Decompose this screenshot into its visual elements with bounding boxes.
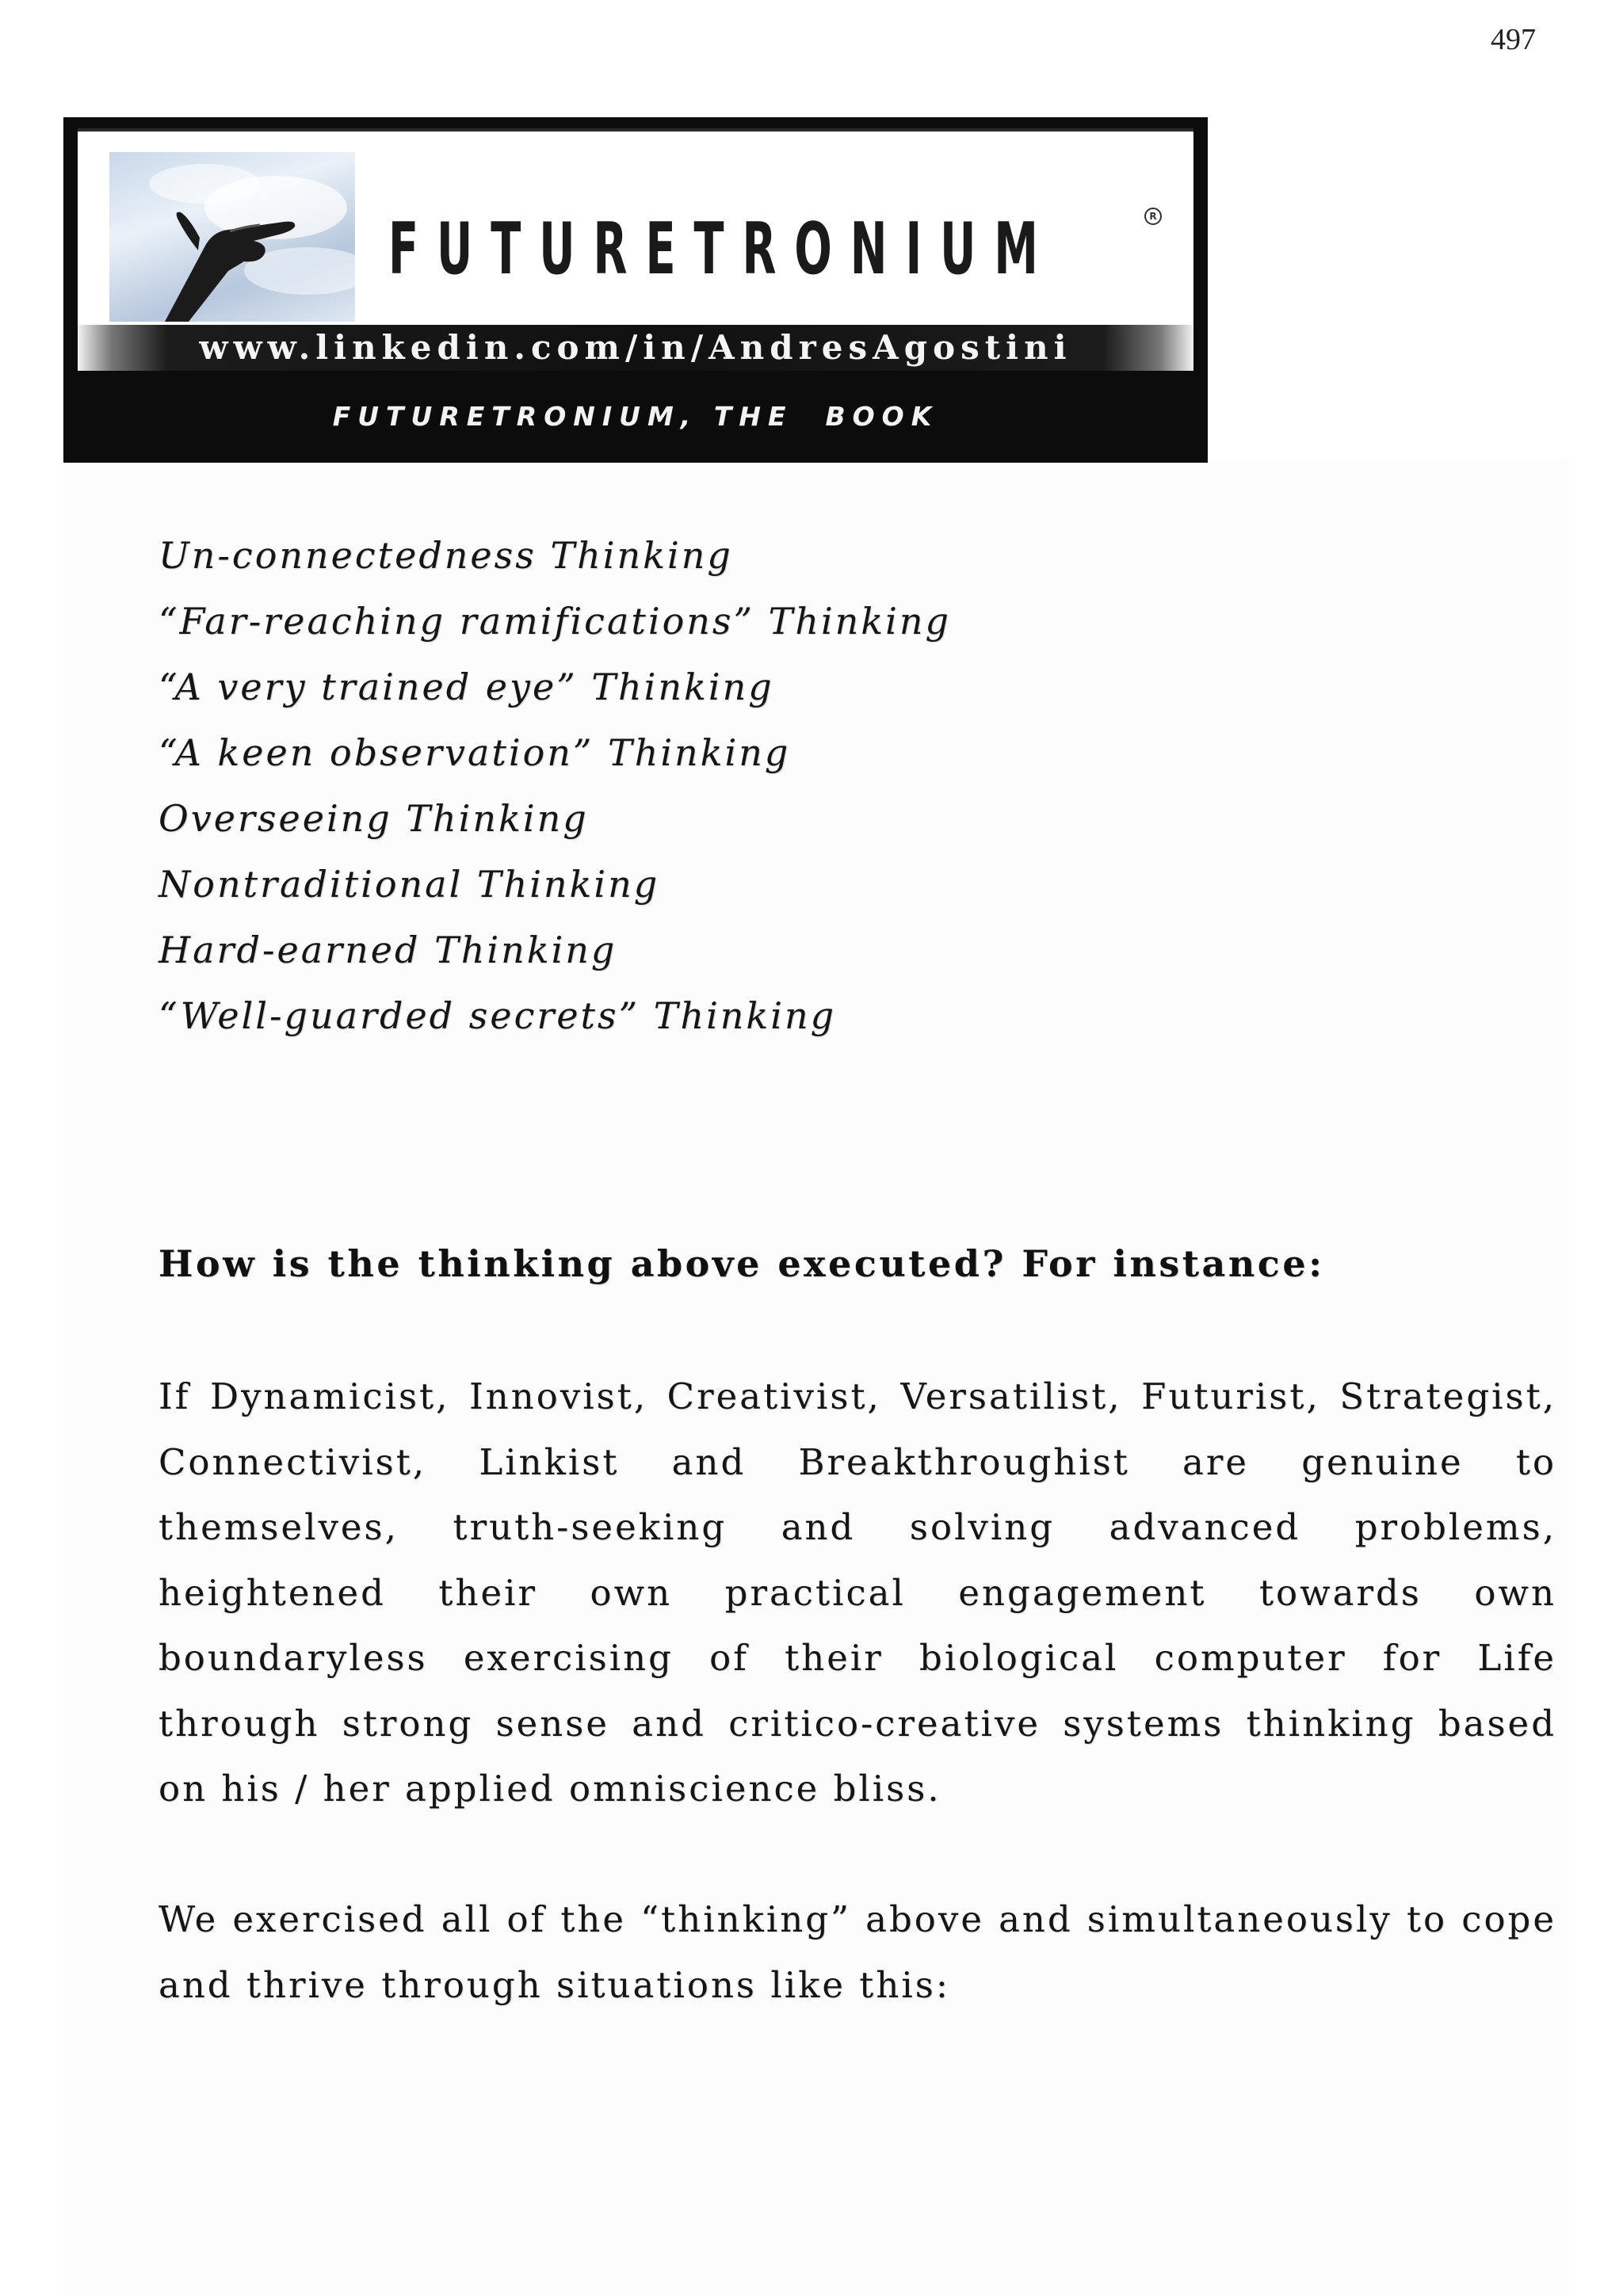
list-item: “Well-guarded secrets” Thinking — [158, 994, 837, 1037]
book-caption: FUTURETRONIUM, THE BOOK — [332, 401, 939, 432]
banner-panel — [78, 128, 1193, 371]
thinking-list — [158, 523, 951, 1049]
body-paragraph: We exercised all of the “thinking” above and simultaneously to cope and thrive through situations like this: — [158, 1898, 1556, 2006]
page-number: 497 — [1491, 23, 1536, 56]
list-item: “A very trained eye” Thinking — [158, 666, 774, 708]
registered-trademark-icon: R — [1144, 208, 1162, 225]
futuretronium-banner — [63, 117, 1208, 463]
list-item: Hard-earned Thinking — [158, 929, 617, 971]
list-item: Un-connectedness Thinking — [158, 534, 733, 577]
list-item: Overseeing Thinking — [158, 797, 589, 840]
list-item: Nontraditional Thinking — [158, 863, 660, 906]
url-band — [78, 325, 1193, 371]
brand-wordmark: FUTURETRONIUM — [388, 208, 1056, 291]
list-item: “A keen observation” Thinking — [158, 731, 791, 774]
reaching-hand-image — [109, 152, 355, 322]
body-paragraph: If Dynamicist, Innovist, Creativist, Versatilist, Futurist, Strategist, Connectivist, Linkist and Breakthroughist are genuine to themselves, truth-seeking and solving advanced problems, heightened their own practical engagement towards own boundaryless exercising of their biological computer for Life through strong sense and critico-creative systems thinking based on his / her applied omniscience bliss. — [158, 1375, 1556, 1810]
linkedin-url[interactable]: www.linkedin.com/in/AndresAgostini — [199, 328, 1072, 367]
list-item: “Far-reaching ramifications” Thinking — [158, 600, 951, 643]
section-heading: How is the thinking above executed? For instance: — [158, 1242, 1325, 1285]
hand-icon — [109, 152, 355, 322]
